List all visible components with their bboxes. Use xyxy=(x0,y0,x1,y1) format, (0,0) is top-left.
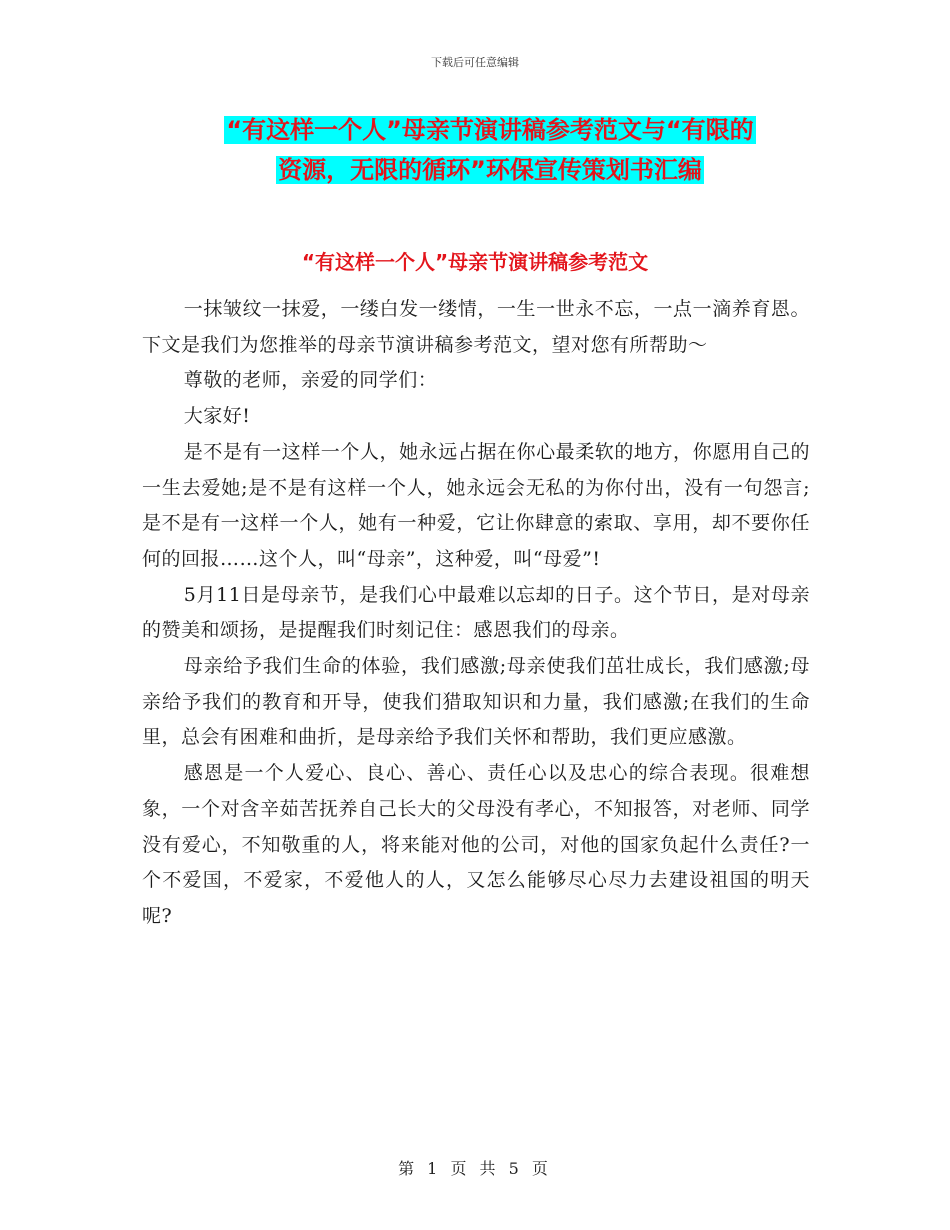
paragraph-salutation: 尊敬的老师，亲爱的同学们： xyxy=(183,369,438,392)
paragraph-body: 母亲给予我们生命的体验，我们感激;母亲使我们茁壮成长，我们感激;母亲给予我们的教育和开导，使我们猎取知识和力量，我们感激;在我们的生命里，总会有困难和曲折，是母亲给予我们关怀和帮助，我们更应感激。 xyxy=(142,655,810,749)
document-title-line-1: “有这样一个人”母亲节演讲稿参考范文与“有限的 xyxy=(226,116,754,144)
body-content xyxy=(142,292,810,935)
paragraph-intro: 一抹皱纹一抹爱，一缕白发一缕情，一生一世永不忘，一点一滴养育恩。下文是我们为您推举的母亲节演讲稿参考范文，望对您有所帮助～ xyxy=(142,298,810,356)
paragraph-greeting: 大家好! xyxy=(183,405,251,428)
paragraph-body: 感恩是一个人爱心、良心、善心、责任心以及忠心的综合表现。很难想象，一个对含辛茹苦抚养自己长大的父母没有孝心，不知报答，对老师、同学没有爱心，不知敬重的人，将来能对他的公司，对他的国家负起什么责任?一个不爱国，不爱家，不爱他人的人，又怎么能够尽心尽力去建设祖国的明天呢? xyxy=(142,762,810,927)
page-footer: 第 1 页 共 5 页 xyxy=(398,1159,552,1178)
header-note: 下载后可任意编辑 xyxy=(431,56,519,69)
section-title: “有这样一个人”母亲节演讲稿参考范文 xyxy=(301,250,649,274)
paragraph-body: 是不是有一这样一个人，她永远占据在你心最柔软的地方，你愿用自己的一生去爱她;是不是有这样一个人，她永远会无私的为你付出，没有一句怨言;是不是有一这样一个人，她有一种爱，它让你肆意的索取、享用，却不要你任何的回报……这个人，叫“母亲”，这种爱，叫“母爱”! xyxy=(142,440,810,570)
paragraph-body: 5月11日是母亲节，是我们心中最难以忘却的日子。这个节日，是对母亲的赞美和颂扬，是提醒我们时刻记住：感恩我们的母亲。 xyxy=(142,583,810,642)
document-title-line-2: 资源，无限的循环”环保宣传策划书汇编 xyxy=(278,156,702,184)
document-title xyxy=(150,110,830,190)
